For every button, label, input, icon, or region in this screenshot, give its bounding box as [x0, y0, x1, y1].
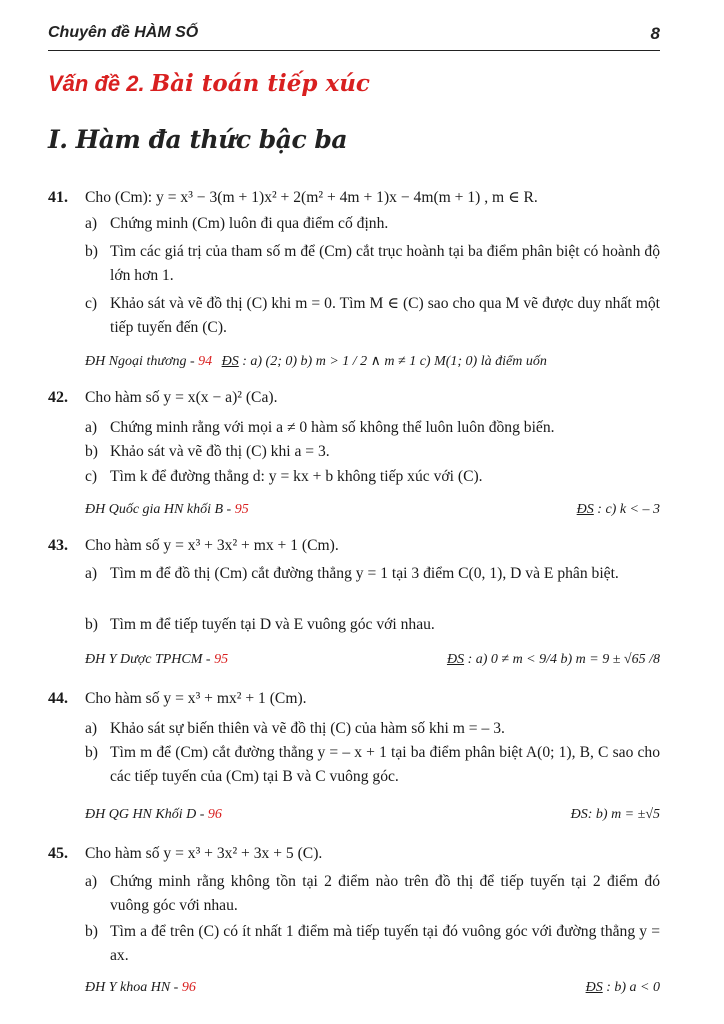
problem-item	[85, 440, 660, 464]
problem-item	[85, 562, 660, 586]
source-year: 95	[214, 652, 229, 667]
item-label: b)	[85, 744, 98, 761]
source-year: 96	[207, 807, 222, 822]
item-label: a)	[85, 873, 98, 890]
item-label: c)	[85, 295, 98, 312]
source-year: 95	[234, 502, 249, 517]
item-label: a)	[85, 565, 98, 582]
problem-item	[85, 212, 660, 236]
answer-text: ĐS: b) m = ±√5	[570, 807, 660, 822]
problem-item	[85, 465, 660, 489]
item-label: a)	[85, 720, 98, 737]
problem-stem: Cho (Cm): y = x³ − 3(m + 1)x² + 2(m² + 4m + 1)x − 4m(m + 1) , m ∈ R.	[85, 189, 538, 206]
item-text: Khảo sát và vẽ đồ thị (C) khi a = 3.	[110, 443, 330, 460]
section-heading	[48, 70, 370, 97]
answer-prefix: ĐS	[585, 980, 603, 995]
source-name: ĐH QG HN Khối D -	[85, 807, 208, 822]
problem-number: 43.	[48, 537, 68, 554]
item-label: a)	[85, 215, 98, 232]
item-text: Khảo sát và vẽ đồ thị (C) khi m = 0. Tìm M ∈ (C) sao cho qua M vẽ được duy nhất một tiếp tuyến đến (C).	[110, 295, 660, 336]
source-year: 96	[181, 980, 196, 995]
problem-source	[85, 976, 660, 1000]
item-label: a)	[85, 419, 98, 436]
problem-stem: Cho hàm số y = x³ + 3x² + 3x + 5 (C).	[85, 845, 323, 862]
header-title: Chuyên đề HÀM SỐ	[48, 24, 199, 41]
answer-text: : c) k < – 3	[593, 502, 660, 517]
page-number: 8	[650, 24, 660, 43]
problem-source	[85, 803, 660, 827]
problem-item	[85, 416, 660, 440]
problem-item	[85, 240, 660, 288]
item-label: b)	[85, 616, 98, 633]
section-topic: Bài toán tiếp xúc	[150, 70, 370, 97]
problem-source	[85, 498, 660, 522]
item-text: Khảo sát sự biến thiên và vẽ đồ thị (C) của hàm số khi m = – 3.	[110, 720, 505, 737]
source-name: ĐH Y Dược TPHCM -	[85, 652, 215, 667]
source-name: ĐH Ngoại thương -	[85, 354, 199, 369]
problem-number: 44.	[48, 690, 68, 707]
problem-number: 41.	[48, 189, 68, 206]
source-name: ĐH Quốc gia HN khối B -	[85, 502, 235, 517]
item-label: b)	[85, 243, 98, 260]
source-name: ĐH Y khoa HN -	[85, 980, 182, 995]
problem-stem: Cho hàm số y = x(x − a)² (Ca).	[85, 389, 278, 406]
page-header	[48, 22, 660, 51]
item-text: Tìm a để trên (C) có ít nhất 1 điểm mà tiếp tuyến tại đó vuông góc với đường thẳng y = ax.	[110, 923, 660, 964]
source-year: 94	[198, 354, 213, 369]
answer-prefix: ĐS	[576, 502, 594, 517]
problem-item	[85, 870, 660, 918]
item-label: b)	[85, 923, 98, 940]
problem-source	[85, 648, 660, 672]
item-text: Tìm m để tiếp tuyến tại D và E vuông góc với nhau.	[110, 616, 435, 633]
problem-source	[85, 350, 660, 374]
section-label: Vấn đề 2.	[48, 71, 145, 96]
problem-item	[85, 717, 660, 741]
item-text: Chứng minh (Cm) luôn đi qua điểm cố định.	[110, 215, 389, 232]
item-text: Chứng minh rằng với mọi a ≠ 0 hàm số không thể luôn luôn đồng biến.	[110, 419, 555, 436]
item-text: Tìm m để đồ thị (Cm) cắt đường thẳng y = 1 tại 3 điểm C(0, 1), D và E phân biệt.	[110, 565, 619, 582]
item-label: c)	[85, 468, 98, 485]
problem-item	[85, 292, 660, 340]
item-text: Tìm các giá trị của tham số m để (Cm) cắt trục hoành tại ba điểm phân biệt có hoành độ lớn hơn 1.	[110, 243, 660, 284]
problem-item	[85, 741, 660, 789]
answer-text: : a) 0 ≠ m < 9/4 b) m = 9 ± √65 /8	[464, 652, 660, 667]
subsection-heading: I. Hàm đa thức bậc ba	[48, 125, 348, 154]
problem-item	[85, 920, 660, 968]
problem-stem: Cho hàm số y = x³ + mx² + 1 (Cm).	[85, 690, 307, 707]
answer-prefix: ĐS	[446, 652, 465, 667]
item-label: b)	[85, 443, 98, 460]
problem-number: 45.	[48, 845, 68, 862]
item-text: Chứng minh rằng không tồn tại 2 điểm nào trên đồ thị để tiếp tuyến tại 2 điểm đó vuông góc với nhau.	[110, 873, 660, 914]
answer-text: : a) (2; 0) b) m > 1 / 2 ∧ m ≠ 1 c) M(1; 0) là điểm uốn	[238, 354, 547, 369]
item-text: Tìm m để (Cm) cắt đường thẳng y = – x + 1 tại ba điểm phân biệt A(0; 1), B, C sao cho các tiếp tuyến của (Cm) tại B và C vuông góc.	[110, 744, 660, 785]
problem-number: 42.	[48, 389, 68, 406]
answer-text: : b) a < 0	[602, 980, 660, 995]
problem-stem: Cho hàm số y = x³ + 3x² + mx + 1 (Cm).	[85, 537, 339, 554]
answer-prefix: ĐS	[221, 354, 239, 369]
item-text: Tìm k để đường thẳng d: y = kx + b không tiếp xúc với (C).	[110, 468, 483, 485]
problem-item	[85, 613, 660, 637]
